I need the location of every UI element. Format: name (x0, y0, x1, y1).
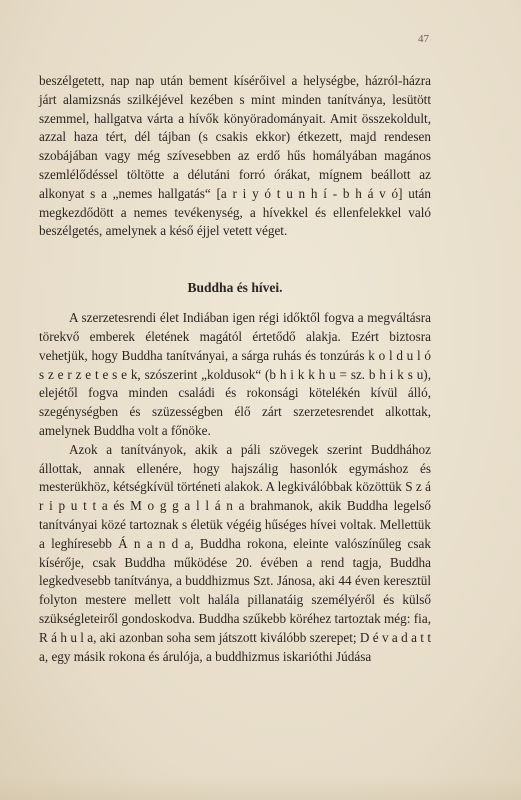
paragraph: Azok a tanítványok, akik a páli szövegek szerint Buddhához állottak, annak ellenére, hogy hajszálig hasonlók egymáshoz és mesterükhöz, kétségkívül történeti alakok. A legkiválóbbak közöttük S z á r i p u t t a és M o g g a l l á n a brahmanok, akik Buddha legelső tanítványai közé tartoznak s életük végéig hűséges hívei voltak. Mellettük a leghíresebb Á n a n d a, Buddha rokona, eleinte valószínűleg csak kísérője, csak Buddha működése 20. évében a rend tagja, Buddha legkedvesebb tanítványa, a buddhizmus Szt. Jánosa, aki 44 éven keresztül folyton mestere mellett volt halála pillanatáig személyéről és külső szükségleteiről gondoskodva. Buddha szűkebb köréhez tartoztak még: fia, R á h u l a, aki azonban soha sem játszott kiválóbb szerepet; D é v a d a t t a, egy másik rokona és árulója, a buddhizmus iskarióthi Júdása (39, 441, 431, 664)
body-text (39, 72, 431, 666)
paragraph: beszélgetett, nap nap után bement kísérőivel a helységbe, házról-házra járt alamizsnás szilkéjével kezében s mint minden tanítványa, lesütött szemmel, hallgatva várta a hívők könyöradományait. Amit összekoldult, azzal haza tért, dél tájban (s csakis ekkor) étkezett, majd rendesen szobájában vagy még szívesebben az erdő hűs homályában magános szemlélődéssel töltötte a délutáni forró órákat, mígnem beállott az alkonyat s a „nemes hallgatás“ [a r i y ó t u n h í - b h á v ó] után megkezdődött a nemes tevékenység, a hívekkel és ellenfelekkel való beszélgetés, amelynek a késő éjjel vetett véget. (39, 73, 431, 239)
page-bottom-shade (0, 776, 521, 800)
section-heading: Buddha és hívei. (187, 280, 283, 296)
page-number: 47 (418, 33, 429, 45)
paragraph: A szerzetesrendi élet Indiában igen régi időktől fogva a megváltásra törekvő emberek életének magától értetődő alakja. Ezért biztosra vehetjük, hogy Buddha tanítványai, a sárga ruhás és tonzúrás k o l d u l ó s z e r z e t e s e k, szószerint „koldusok“ (b h i k k h u = sz. b h i k s u), elejétől fogva minden családi és rokonsági kötelékén kívül álló, szegénységben és szüzességben élő zárt szerzetesrendet alkottak, amelynek Buddha volt a főnöke. (39, 310, 431, 438)
